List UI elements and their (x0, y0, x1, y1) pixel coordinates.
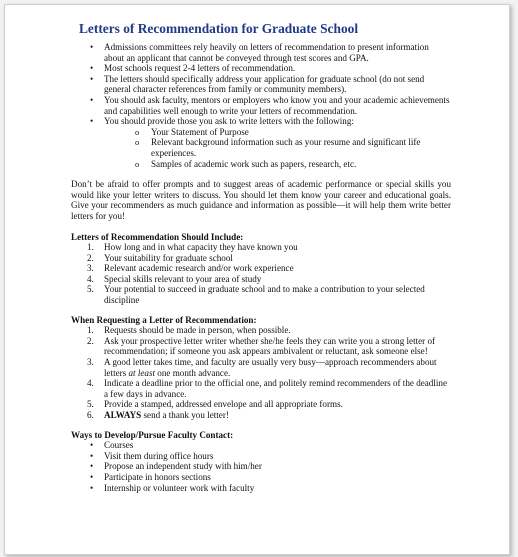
provide-item: o Samples of academic work such as papers, research, etc. (71, 159, 451, 170)
intro-bullet: • Most schools request 2-4 letters of recommendation. (71, 63, 451, 74)
requesting-item: 1. Requests should be made in person, when possible. (87, 325, 291, 336)
ways-heading: Ways to Develop/Pursue Faculty Contact: (71, 429, 234, 440)
include-item: 2. Your suitability for graduate school (87, 252, 233, 263)
document-title: Letters of Recommendation for Graduate School (79, 21, 359, 36)
provide-sub-list (71, 127, 451, 169)
include-list (71, 242, 451, 306)
document-content (71, 21, 451, 493)
intro-bullet: • Admissions committees rely heavily on letters of recommendation to present information about an applicant that cannot be conveyed through test scores and GPA. (71, 42, 451, 63)
intro-bullet: • You should ask faculty, mentors or employers who know you and your academic achievements and capabilities well enough to write your letters of recommendation. (71, 95, 451, 116)
intro-bullet (71, 116, 451, 127)
intro-bullet-list (71, 42, 451, 127)
intro-bullet-text: You should provide those you ask to write letters with the following: (104, 116, 354, 127)
include-item: 1. How long and in what capacity they have known you (87, 242, 298, 253)
document-page (4, 4, 510, 555)
requesting-item: 5. Provide a stamped, addressed envelope and all appropriate forms. (87, 399, 343, 410)
ways-item: • Internship or volunteer work with faculty (71, 483, 451, 494)
ways-item: • Visit them during office hours (71, 451, 451, 462)
requesting-item: 2. Ask your prospective letter writer whether she/he feels they can write you a strong letter of recommendation; if someone you ask appears ambivalent or reluctant, ask someone else! (87, 335, 436, 357)
include-item: 4. Special skills relevant to your area of study (87, 273, 262, 284)
requesting-item: 6. ALWAYS send a thank you letter! (87, 410, 229, 420)
ways-list (71, 440, 451, 493)
provide-item: o Relevant background information such as your resume and significant life experiences. (71, 137, 451, 158)
ways-item: • Propose an independent study with him/her (71, 461, 451, 472)
requesting-item: 4. Indicate a deadline prior to the official one, and politely remind recommenders of the deadline a few days in advance. (87, 378, 447, 399)
requesting-item: 3. A good letter takes time, and faculty are usually very busy—approach recommenders about letters at least one month advance. (87, 357, 437, 378)
bold-text: ALWAYS (104, 410, 142, 420)
include-item: 5. Your potential to succeed in graduate school and to make a contribution to your selected discipline (87, 284, 425, 306)
provide-item: o Your Statement of Purpose (71, 127, 451, 138)
guidance-paragraph: Don’t be afraid to offer prompts and to suggest areas of academic performance or special skills you would like your letter writers to discuss. You should let them know your career and educational goals. Give your recommenders as much guidance and information as possible—it will help them write better letters for you! (71, 179, 451, 221)
ways-item: • Courses (71, 440, 451, 451)
intro-bullet: • The letters should specifically address your application for graduate school (do not send general character references from family or community members). (71, 74, 451, 95)
include-heading: Letters of Recommendation Should Include: (71, 231, 244, 242)
emphasis-text: at least (128, 367, 156, 378)
requesting-list (71, 325, 451, 420)
requesting-heading: When Requesting a Letter of Recommendation: (71, 314, 257, 325)
include-item: 3. Relevant academic research and/or work experience (87, 263, 294, 274)
ways-item: • Participate in honors sections (71, 472, 451, 483)
